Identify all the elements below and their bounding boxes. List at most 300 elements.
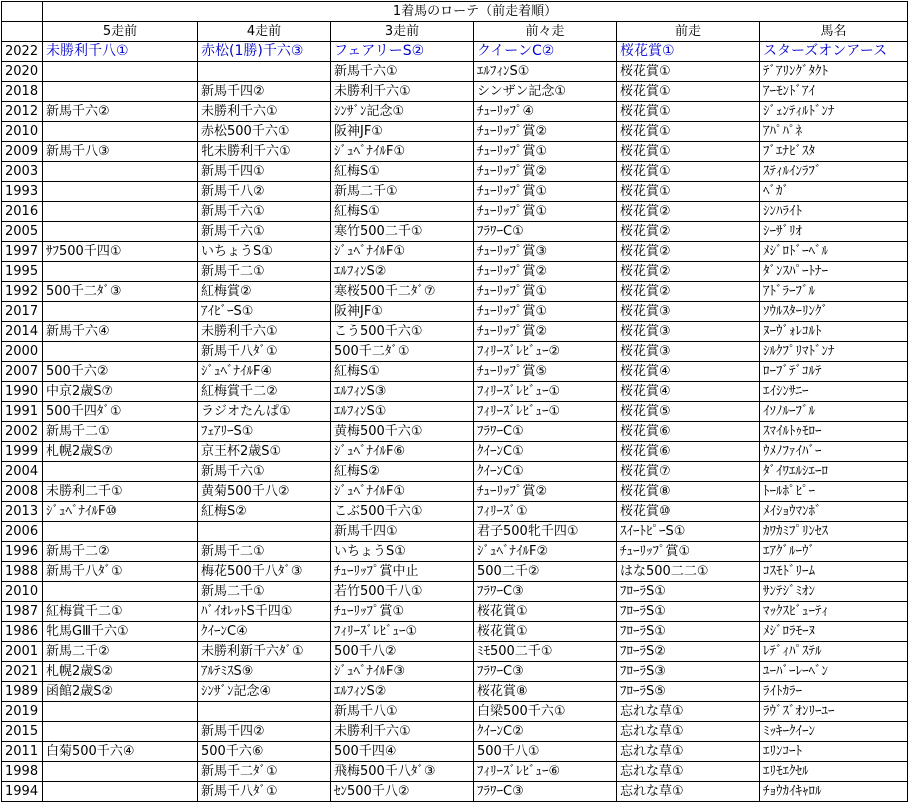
race-last[interactable]: ｽｲｰﾄﾋﾟｰS① [617,522,760,542]
year-cell[interactable]: 1997 [2,242,43,262]
table-row [2,382,908,402]
rotation-table [1,1,908,802]
table-row [2,442,908,462]
table-row [2,722,908,742]
race-2-back[interactable]: ﾌｨﾘｰｽﾞﾚﾋﾞｭｰ① [474,402,617,422]
race-4-back[interactable]: 未勝利千六① [198,102,331,122]
race-4-back[interactable]: 新馬千六① [198,222,331,242]
year-cell[interactable]: 1986 [2,622,43,642]
race-4-back[interactable]: 紅梅S② [198,502,331,522]
race-3-back[interactable]: いちょうS① [331,542,474,562]
race-5-back[interactable]: 500千六② [43,362,198,382]
race-5-back[interactable]: ｻﾌ500千四① [43,242,198,262]
race-3-back[interactable]: 寒桜500千二ﾀﾞ⑦ [331,282,474,302]
year-cell[interactable]: 1998 [2,762,43,782]
race-3-back[interactable]: こぶ500千六① [331,502,474,522]
header-5-back[interactable]: 5走前 [43,22,198,42]
race-last[interactable]: ﾌﾛｰﾗS③ [617,662,760,682]
table-row [2,282,908,302]
race-3-back[interactable]: ｼﾞｭﾍﾞﾅｲﾙF① [331,142,474,162]
horse-name[interactable]: ﾚﾃﾞｨﾊﾟｽﾃﾙ [760,642,908,662]
race-4-back[interactable]: 未勝利新千六ﾀﾞ① [198,642,331,662]
race-last[interactable]: 桜花賞① [617,42,760,62]
horse-name[interactable]: ｲｿﾉﾙｰﾌﾞﾙ [760,402,908,422]
race-last[interactable]: 桜花賞② [617,222,760,242]
race-3-back[interactable]: ｼﾝｻﾞﾝ記念① [331,102,474,122]
race-4-back[interactable]: ｼﾞｭﾍﾞﾅｲﾙF④ [198,362,331,382]
race-2-back[interactable]: ｸｲｰﾝC① [474,442,617,462]
year-cell[interactable]: 2010 [2,122,43,142]
race-4-back[interactable]: 新馬千二① [198,262,331,282]
race-5-back[interactable]: 白菊500千六④ [43,742,198,762]
race-5-back[interactable]: 500千四ﾀﾞ① [43,402,198,422]
horse-name[interactable]: ｼｰｻﾞﾘｵ [760,222,908,242]
table-row [2,522,908,542]
horse-name[interactable]: ｺｽﾓﾄﾞﾘｰﾑ [760,562,908,582]
table-row [2,482,908,502]
race-3-back[interactable]: 紅梅S① [331,362,474,382]
race-last[interactable]: 桜花賞⑦ [617,462,760,482]
year-cell[interactable]: 2011 [2,742,43,762]
race-2-back[interactable]: ﾁｭｰﾘｯﾌﾟ④ [474,102,617,122]
table-row [2,502,908,522]
race-last[interactable]: ﾌﾛｰﾗS① [617,602,760,622]
horse-name[interactable]: ﾒｼﾞﾛﾄﾞｰﾍﾞﾙ [760,242,908,262]
race-last[interactable]: 桜花賞① [617,62,760,82]
race-4-back[interactable]: 紅梅賞千二② [198,382,331,402]
race-5-back[interactable]: 未勝利千八① [43,42,198,62]
horse-name[interactable]: ﾀﾞｲﾜｴﾙｼｴｰﾛ [760,462,908,482]
race-2-back[interactable]: 白梁500千六① [474,702,617,722]
race-last[interactable]: ﾌﾛｰﾗS① [617,582,760,602]
race-4-back[interactable]: 新馬千八ﾀﾞ① [198,782,331,802]
race-last[interactable]: 忘れな草① [617,762,760,782]
race-3-back[interactable]: 紅梅S① [331,202,474,222]
race-last[interactable]: 忘れな草① [617,742,760,762]
race-3-back[interactable]: ﾁｭｰﾘｯﾌﾟ賞① [331,602,474,622]
race-2-back[interactable]: ﾁｭｰﾘｯﾌﾟ賞② [474,162,617,182]
race-5-back[interactable]: 新馬千八ﾀﾞ① [43,562,198,582]
race-2-back[interactable]: クイーンC② [474,42,617,62]
year-cell[interactable]: 2000 [2,342,43,362]
race-5-back[interactable]: 新馬千六④ [43,322,198,342]
horse-name[interactable]: ｼﾙｸﾌﾟﾘﾏﾄﾞﾝﾅ [760,342,908,362]
race-5-back[interactable]: 500千二ﾀﾞ③ [43,282,198,302]
horse-name[interactable]: ﾗｲﾄｶﾗｰ [760,682,908,702]
race-3-back[interactable]: 寒竹500二千① [331,222,474,242]
year-cell[interactable]: 1996 [2,542,43,562]
race-last[interactable]: 桜花賞⑧ [617,482,760,502]
year-cell[interactable]: 1994 [2,782,43,802]
table-row [2,162,908,182]
horse-name[interactable]: ｼﾞｪﾝﾃｨﾙﾄﾞﾝﾅ [760,102,908,122]
race-2-back[interactable]: ﾁｭｰﾘｯﾌﾟ賞① [474,182,617,202]
header-2-back[interactable]: 前々走 [474,22,617,42]
race-4-back[interactable]: 新馬千二ﾀﾞ① [198,762,331,782]
table-row [2,662,908,682]
year-cell[interactable]: 2018 [2,82,43,102]
horse-name[interactable]: ﾏｯｸｽﾋﾞｭｰﾃｨ [760,602,908,622]
table-title[interactable]: 1着馬のローテ（前走着順） [43,2,908,22]
race-last[interactable]: 桜花賞① [617,82,760,102]
title-row [2,2,908,22]
horse-name[interactable]: ﾛｰﾌﾞﾃﾞｺﾙﾃ [760,362,908,382]
table-row [2,742,908,762]
race-last[interactable]: 桜花賞③ [617,302,760,322]
race-last[interactable]: ﾌﾛｰﾗS② [617,642,760,662]
race-5-back[interactable]: 新馬千二① [43,422,198,442]
race-4-back[interactable]: 新馬千六① [198,202,331,222]
race-2-back[interactable]: 500二千② [474,562,617,582]
horse-name[interactable]: ｴｲｼﾝｻﾆｰ [760,382,908,402]
race-5-back[interactable] [43,62,198,82]
race-3-back[interactable]: フェアリーS② [331,42,474,62]
race-3-back[interactable]: ｴﾙﾌｨﾝS① [331,402,474,422]
race-4-back[interactable]: 赤松500千六① [198,122,331,142]
race-last[interactable]: 桜花賞② [617,202,760,222]
year-cell[interactable]: 2019 [2,702,43,722]
race-5-back[interactable] [43,202,198,222]
race-2-back[interactable]: ﾐﾓ500二千① [474,642,617,662]
race-4-back[interactable]: 紅梅賞② [198,282,331,302]
race-last[interactable]: 忘れな草① [617,782,760,802]
race-3-back[interactable]: 若竹500千八① [331,582,474,602]
race-5-back[interactable] [43,782,198,802]
horse-name[interactable]: ﾃﾞｱﾘﾝｸﾞﾀｸﾄ [760,62,908,82]
year-cell[interactable]: 2002 [2,422,43,442]
horse-name[interactable]: ｱｰﾓﾝﾄﾞｱｲ [760,82,908,102]
year-cell[interactable]: 2009 [2,142,43,162]
race-4-back[interactable]: 新馬千八② [198,182,331,202]
race-5-back[interactable] [43,582,198,602]
header-row [2,22,908,42]
table-row [2,42,908,62]
horse-name[interactable]: ﾀﾞﾝｽﾊﾟｰﾄﾅｰ [760,262,908,282]
race-5-back[interactable] [43,262,198,282]
race-3-back[interactable]: 阪神JF① [331,302,474,322]
race-2-back[interactable]: 桜花賞① [474,622,617,642]
race-2-back[interactable]: ｴﾙﾌｨﾝS① [474,62,617,82]
horse-name[interactable]: スターズオンアース [760,42,908,62]
horse-name[interactable]: ﾌﾞｴﾅﾋﾞｽﾀ [760,142,908,162]
year-cell[interactable]: 2004 [2,462,43,482]
race-last[interactable]: 桜花賞⑩ [617,502,760,522]
race-2-back[interactable]: ﾁｭｰﾘｯﾌﾟ賞① [474,202,617,222]
race-4-back[interactable]: ﾊﾞｲｵﾚｯﾄS千四① [198,602,331,622]
race-3-back[interactable]: ｴﾙﾌｨﾝS② [331,262,474,282]
race-4-back[interactable]: ﾌｪｱﾘｰS① [198,422,331,442]
race-2-back[interactable]: ﾁｭｰﾘｯﾌﾟ賞② [474,122,617,142]
race-2-back[interactable]: ｸｲｰﾝC① [474,462,617,482]
race-5-back[interactable] [43,182,198,202]
race-5-back[interactable] [43,762,198,782]
race-4-back[interactable] [198,62,331,82]
race-4-back[interactable]: 未勝利千六① [198,322,331,342]
race-4-back[interactable]: ｱｲﾋﾞｰS① [198,302,331,322]
year-cell[interactable]: 2017 [2,302,43,322]
race-last[interactable]: 桜花賞⑥ [617,442,760,462]
race-last[interactable]: ﾁｭｰﾘｯﾌﾟ賞① [617,542,760,562]
race-2-back[interactable]: ﾌﾗﾜｰC③ [474,582,617,602]
horse-name[interactable]: ﾒｼﾞﾛﾗﾓｰﾇ [760,622,908,642]
table-row [2,322,908,342]
year-cell[interactable]: 1991 [2,402,43,422]
race-2-back[interactable]: ﾁｭｰﾘｯﾌﾟ賞① [474,282,617,302]
race-5-back[interactable]: 中京2歳S⑦ [43,382,198,402]
table-row [2,582,908,602]
race-2-back[interactable]: ﾌﾗﾜｰC③ [474,662,617,682]
table-row [2,342,908,362]
race-3-back[interactable]: 新馬二千① [331,182,474,202]
race-3-back[interactable]: ｼﾞｭﾍﾞﾅｲﾙF⑥ [331,442,474,462]
race-3-back[interactable]: ｴﾙﾌｨﾝS② [331,682,474,702]
year-cell[interactable]: 2013 [2,502,43,522]
race-5-back[interactable]: ｼﾞｭﾍﾞﾅｲﾙF⑩ [43,502,198,522]
table-row [2,102,908,122]
horse-name[interactable]: ﾐｯｷｰｸｲｰﾝ [760,722,908,742]
horse-name[interactable]: ｻﾝﾃｼﾞﾐｵﾝ [760,582,908,602]
race-3-back[interactable]: ﾌｨﾘｰｽﾞﾚﾋﾞｭｰ① [331,622,474,642]
race-last[interactable]: 桜花賞① [617,162,760,182]
year-cell[interactable]: 1989 [2,682,43,702]
race-last[interactable]: 桜花賞② [617,242,760,262]
race-5-back[interactable]: 紅梅賞千二① [43,602,198,622]
header-last-race[interactable]: 前走 [617,22,760,42]
horse-name[interactable]: ｽﾃｨﾙｲﾝﾗﾌﾞ [760,162,908,182]
race-5-back[interactable] [43,302,198,322]
year-cell[interactable]: 2020 [2,62,43,82]
race-2-back[interactable]: 桜花賞① [474,602,617,622]
race-2-back[interactable]: ﾁｭｰﾘｯﾌﾟ賞⑤ [474,362,617,382]
race-4-back[interactable]: ｼﾝｻﾞﾝ記念④ [198,682,331,702]
year-cell[interactable]: 1999 [2,442,43,462]
race-2-back[interactable]: ﾁｭｰﾘｯﾌﾟ賞③ [474,242,617,262]
race-last[interactable]: 桜花賞① [617,142,760,162]
race-3-back[interactable]: 新馬千四① [331,522,474,542]
race-4-back[interactable]: 京王杯2歳S① [198,442,331,462]
year-cell[interactable]: 2016 [2,202,43,222]
race-5-back[interactable] [43,522,198,542]
year-cell[interactable]: 2007 [2,362,43,382]
race-2-back[interactable]: ﾁｭｰﾘｯﾌﾟ賞① [474,302,617,322]
horse-name[interactable]: ﾍﾞｶﾞ [760,182,908,202]
year-cell[interactable]: 1990 [2,382,43,402]
race-last[interactable]: 桜花賞③ [617,322,760,342]
horse-name[interactable]: ﾇｰｳﾞｫﾚｺﾙﾄ [760,322,908,342]
race-2-back[interactable]: 君子500牝千四① [474,522,617,542]
race-3-back[interactable]: 紅梅S② [331,462,474,482]
race-4-back[interactable]: いちょうS① [198,242,331,262]
year-cell[interactable]: 2015 [2,722,43,742]
race-4-back[interactable]: 新馬千六① [198,462,331,482]
race-2-back[interactable]: ｸｲｰﾝC② [474,722,617,742]
table-title-blank[interactable] [2,2,43,22]
race-3-back[interactable]: こう500千六① [331,322,474,342]
race-2-back[interactable]: ﾌｨﾘｰｽﾞﾚﾋﾞｭｰ⑥ [474,762,617,782]
race-last[interactable]: 桜花賞① [617,102,760,122]
table-row [2,702,908,722]
race-last[interactable]: 忘れな草① [617,702,760,722]
race-4-back[interactable]: ラジオたんぱ① [198,402,331,422]
race-3-back[interactable]: 紅梅S① [331,162,474,182]
table-row [2,422,908,442]
race-5-back[interactable] [43,702,198,722]
horse-name[interactable]: ﾕｰﾊﾞｰﾚｰﾍﾞﾝ [760,662,908,682]
race-4-back[interactable]: ｱﾙﾃﾐｽS⑨ [198,662,331,682]
race-2-back[interactable]: ｼﾞｭﾍﾞﾅｲﾙF② [474,542,617,562]
race-3-back[interactable]: ﾁｭｰﾘｯﾌﾟ賞中止 [331,562,474,582]
horse-name[interactable]: ﾒｲｼｮｳﾏﾝﾎﾞ [760,502,908,522]
horse-name[interactable]: ﾁｮｳｶｲｷｬﾛﾙ [760,782,908,802]
race-3-back[interactable]: 500千四④ [331,742,474,762]
year-cell[interactable]: 2008 [2,482,43,502]
horse-name[interactable]: ｿｳﾙｽﾀｰﾘﾝｸﾞ [760,302,908,322]
race-last[interactable]: 桜花賞⑤ [617,402,760,422]
race-5-back[interactable] [43,122,198,142]
race-4-back[interactable]: 新馬千四② [198,82,331,102]
race-4-back[interactable]: 500千六⑥ [198,742,331,762]
year-cell[interactable]: 2001 [2,642,43,662]
year-cell[interactable]: 1995 [2,262,43,282]
year-cell[interactable]: 2005 [2,222,43,242]
race-5-back[interactable]: 札幌2歳S② [43,662,198,682]
race-last[interactable]: 桜花賞① [617,182,760,202]
horse-name[interactable]: ｶﾜｶﾐﾌﾟﾘﾝｾｽ [760,522,908,542]
year-cell[interactable]: 2003 [2,162,43,182]
race-3-back[interactable]: 新馬千六① [331,62,474,82]
horse-name[interactable]: ｳﾒﾉﾌｧｲﾊﾞｰ [760,442,908,462]
race-last[interactable]: 桜花賞② [617,282,760,302]
race-5-back[interactable] [43,462,198,482]
race-5-back[interactable]: 牝馬GⅢ千六① [43,622,198,642]
horse-name[interactable]: ｴﾘﾝｺｰﾄ [760,742,908,762]
race-2-back[interactable]: ﾁｭｰﾘｯﾌﾟ賞② [474,322,617,342]
race-2-back[interactable]: シンザン記念① [474,82,617,102]
race-5-back[interactable]: 未勝利二千① [43,482,198,502]
race-last[interactable]: 桜花賞④ [617,382,760,402]
horse-name[interactable]: ｱﾊﾟﾊﾟﾈ [760,122,908,142]
race-3-back[interactable]: 500千二ﾀﾞ① [331,342,474,362]
header-3-back[interactable]: 3走前 [331,22,474,42]
race-last[interactable]: ﾌﾛｰﾗS⑤ [617,682,760,702]
race-4-back[interactable]: 新馬千八ﾀﾞ① [198,342,331,362]
race-2-back[interactable]: ﾌﾗﾜｰC③ [474,782,617,802]
horse-name[interactable]: ﾗｳﾞｽﾞｵﾝﾘｰﾕｰ [760,702,908,722]
year-cell[interactable]: 1987 [2,602,43,622]
race-5-back[interactable] [43,722,198,742]
horse-name[interactable]: ｽﾏｲﾙﾄｩﾓﾛｰ [760,422,908,442]
race-4-back[interactable]: 梅花500千八ﾀﾞ③ [198,562,331,582]
race-5-back[interactable]: 新馬千八③ [43,142,198,162]
race-5-back[interactable]: 新馬二千② [43,642,198,662]
race-last[interactable]: 桜花賞② [617,262,760,282]
race-4-back[interactable]: 新馬千四② [198,722,331,742]
race-5-back[interactable] [43,222,198,242]
race-last[interactable]: 桜花賞③ [617,342,760,362]
table-row [2,602,908,622]
table-row [2,62,908,82]
race-2-back[interactable]: ﾌｨﾘｰｽﾞﾚﾋﾞｭｰ② [474,342,617,362]
year-cell[interactable]: 1992 [2,282,43,302]
race-last[interactable]: はな500二二① [617,562,760,582]
table-row [2,202,908,222]
year-cell[interactable]: 2012 [2,102,43,122]
race-last[interactable]: 桜花賞⑥ [617,422,760,442]
race-3-back[interactable]: ｼﾞｭﾍﾞﾅｲﾙF③ [331,662,474,682]
year-cell[interactable]: 2006 [2,522,43,542]
race-3-back[interactable]: 阪神JF① [331,122,474,142]
year-cell[interactable]: 2014 [2,322,43,342]
horse-name[interactable]: ﾄｰﾙﾎﾟﾋﾟｰ [760,482,908,502]
race-2-back[interactable]: 500千八① [474,742,617,762]
race-3-back[interactable]: 500千八② [331,642,474,662]
race-2-back[interactable]: ﾌﾗﾜｰC① [474,422,617,442]
race-5-back[interactable]: 函館2歳S② [43,682,198,702]
header-year[interactable] [2,22,43,42]
race-last[interactable]: 忘れな草① [617,722,760,742]
race-5-back[interactable]: 新馬千二② [43,542,198,562]
race-last[interactable]: ﾌﾛｰﾗS① [617,622,760,642]
race-3-back[interactable]: ｾﾝ500千八② [331,782,474,802]
year-cell[interactable]: 1988 [2,562,43,582]
race-4-back[interactable]: 黄菊500千八② [198,482,331,502]
race-2-back[interactable]: ﾌｨﾘｰｽﾞﾚﾋﾞｭｰ① [474,382,617,402]
race-3-back[interactable]: ｼﾞｭﾍﾞﾅｲﾙF① [331,482,474,502]
race-2-back[interactable]: 桜花賞⑧ [474,682,617,702]
race-2-back[interactable]: ﾁｭｰﾘｯﾌﾟ賞② [474,482,617,502]
year-cell[interactable]: 1993 [2,182,43,202]
year-cell[interactable]: 2022 [2,42,43,62]
race-3-back[interactable]: 黄梅500千六① [331,422,474,442]
horse-name[interactable]: ｴｱｸﾞﾙｰｳﾞ [760,542,908,562]
race-last[interactable]: 桜花賞① [617,122,760,142]
race-2-back[interactable]: ﾁｭｰﾘｯﾌﾟ賞① [474,142,617,162]
race-5-back[interactable] [43,342,198,362]
race-5-back[interactable]: 札幌2歳S⑦ [43,442,198,462]
race-2-back[interactable]: ﾌｨﾘｰｽﾞ① [474,502,617,522]
race-4-back[interactable]: 新馬二千① [198,582,331,602]
race-4-back[interactable]: 赤松(1勝)千六③ [198,42,331,62]
race-5-back[interactable] [43,162,198,182]
race-5-back[interactable] [43,82,198,102]
race-2-back[interactable]: ﾁｭｰﾘｯﾌﾟ賞② [474,262,617,282]
race-last[interactable]: 桜花賞④ [617,362,760,382]
race-3-back[interactable]: ｼﾞｭﾍﾞﾅｲﾙF① [331,242,474,262]
race-3-back[interactable]: 新馬千八① [331,702,474,722]
header-horse-name[interactable]: 馬名 [760,22,908,42]
race-4-back[interactable]: 牝未勝利千六① [198,142,331,162]
table-row [2,302,908,322]
table-row [2,562,908,582]
race-3-back[interactable]: 未勝利千六① [331,722,474,742]
race-4-back[interactable] [198,522,331,542]
race-4-back[interactable]: ｸｲｰﾝC④ [198,622,331,642]
race-4-back[interactable]: 新馬千四① [198,162,331,182]
race-4-back[interactable] [198,702,331,722]
year-cell[interactable]: 2010 [2,582,43,602]
horse-name[interactable]: ｴﾘﾓｴｸｾﾙ [760,762,908,782]
year-cell[interactable]: 2021 [2,662,43,682]
header-4-back[interactable]: 4走前 [198,22,331,42]
race-3-back[interactable]: ｴﾙﾌｨﾝS③ [331,382,474,402]
race-2-back[interactable]: ﾌﾗﾜｰC① [474,222,617,242]
race-5-back[interactable]: 新馬千六② [43,102,198,122]
race-3-back[interactable]: 飛梅500千八ﾀﾞ③ [331,762,474,782]
race-4-back[interactable]: 新馬千二① [198,542,331,562]
race-3-back[interactable]: 未勝利千六① [331,82,474,102]
horse-name[interactable]: ｼﾝﾊﾗｲﾄ [760,202,908,222]
horse-name[interactable]: ｱﾄﾞﾗｰﾌﾞﾙ [760,282,908,302]
